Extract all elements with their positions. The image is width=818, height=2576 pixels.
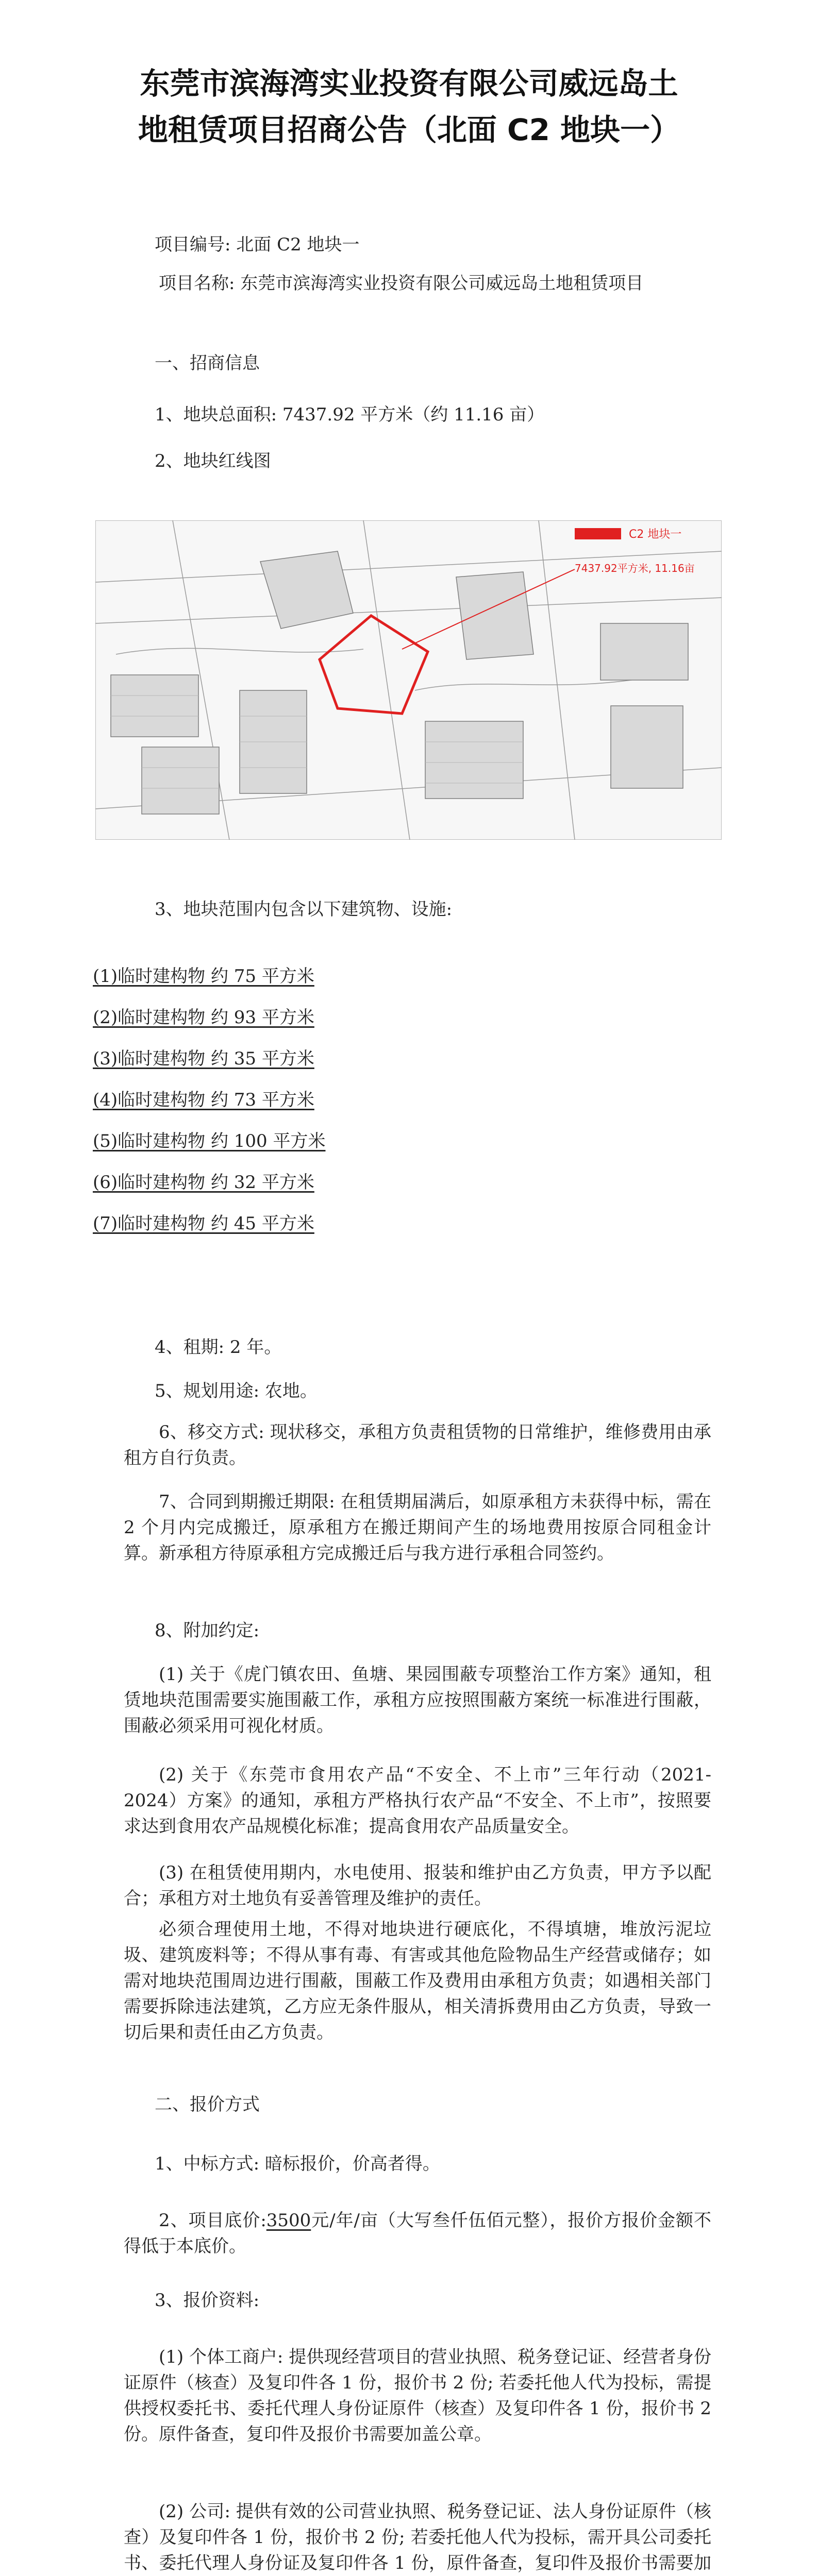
- bid-materials-company: (2) 公司: 提供有效的公司营业执照、税务登记证、法人身份证原件（核查）及复印件各 1 份，报价书 2 份; 若委托他人代为投标，需开具公司委托书、委托代理人身份证及复印件各 1 份，原件备查，复印件及报价书需要加: [124, 2501, 711, 2573]
- section-1-heading: 一、招商信息: [155, 353, 260, 374]
- bid-method: 1、中标方式: 暗标报价，价高者得。: [155, 2154, 440, 2174]
- reserve-price: [124, 2208, 711, 2259]
- land-area: 1、地块总面积: 7437.92 平方米（约 11.16 亩）: [155, 404, 545, 425]
- title-line-2: 地租赁项目招商公告（北面 C2 地块一）: [138, 112, 680, 147]
- bid-materials-heading: 3、报价资料:: [155, 2290, 260, 2311]
- map-label-area: 7437.92平方米, 11.16亩: [575, 562, 695, 574]
- legend-swatch: [575, 528, 621, 539]
- relocation-deadline: 7、合同到期搬迁期限: 在租赁期届满后，如原承租方未获得中标，需在 2 个月内完成搬迁，原承租方在搬迁期间产生的场地费用按原合同租金计算。新承租方待原承租方完成搬迁后与我方进行承租合同签约。: [124, 1492, 711, 1564]
- project-number: 项目编号: 北面 C2 地块一: [155, 234, 360, 255]
- lease-term: 4、租期: 2 年。: [155, 1337, 282, 1358]
- additional-term-3: (3) 在租赁使用期内，水电使用、报装和维护由乙方负责，甲方予以配合；承租方对土地负有妥善管理及维护的责任。: [124, 1862, 711, 1909]
- planned-use: 5、规划用途: 农地。: [155, 1381, 318, 1401]
- building-item-6: (6)临时建构物 约 32 平方米: [93, 1172, 314, 1193]
- additional-term-1: (1) 关于《虎门镇农田、鱼塘、果园围蔽专项整治工作方案》通知，租赁地块范围需要实施围蔽工作，承租方应按照围蔽方案统一标准进行围蔽，围蔽必须采用可视化材质。: [124, 1664, 711, 1736]
- building-item-5: (5)临时建构物 约 100 平方米: [93, 1131, 326, 1151]
- reserve-price-amount: 3500: [266, 2210, 311, 2231]
- building-item-3: (3)临时建构物 约 35 平方米: [93, 1048, 314, 1069]
- section-2-heading: 二、报价方式: [155, 2094, 260, 2115]
- reserve-price-note: 元/年/亩（大写叁仟伍佰元整），报价方报价金额不得低于本底价。: [124, 2210, 711, 2257]
- additional-terms-heading: 8、附加约定:: [155, 1620, 260, 1641]
- land-redline-map: [95, 520, 722, 840]
- building-item-2: (2)临时建构物 约 93 平方米: [93, 1007, 314, 1028]
- additional-term-2: (2) 关于《东莞市食用农产品“不安全、不上市”三年行动（2021-2024）方案》的通知，承租方严格执行农产品“不安全、不上市”，按照要求达到食用农产品规模化标准；提高食用农产品质量安全。: [124, 1765, 711, 1837]
- building-item-7: (7)临时建构物 约 45 平方米: [93, 1213, 314, 1234]
- building-item-1: (1)临时建构物 约 75 平方米: [93, 966, 314, 987]
- bid-materials-individual: (1) 个体工商户: 提供现经营项目的营业执照、税务登记证、经营者身份证原件（核查）及复印件各 1 份，报价书 2 份; 若委托他人代为投标，需提供授权委托书、委托代理人身份证原件（核查）及复印件各 1 份，报价书 2 份。原件备查，复印件及报价书需要加盖公章。: [124, 2347, 711, 2445]
- additional-term-4: 必须合理使用土地，不得对地块进行硬底化，不得填塘，堆放污泥垃圾、建筑废料等；不得从事有毒、有害或其他危险物品生产经营或储存；如需对地块范围周边进行围蔽，围蔽工作及费用由承租方负责；如遇相关部门需要拆除违法建筑，乙方应无条件服从，相关清拆费用由乙方负责，导致一切后果和责任由乙方负责。: [124, 1919, 711, 2043]
- buildings-heading: 3、地块范围内包含以下建筑物、设施:: [155, 899, 453, 920]
- building-item-4: (4)临时建构物 约 73 平方米: [93, 1090, 314, 1110]
- handover-method: 6、移交方式: 现状移交，承租方负责租赁物的日常维护，维修费用由承租方自行负责。: [124, 1422, 711, 1468]
- land-map-heading: 2、地块红线图: [155, 451, 271, 471]
- project-name: 项目名称: 东莞市滨海湾实业投资有限公司威远岛土地租赁项目: [159, 273, 644, 294]
- reserve-price-label: 2、项目底价:: [159, 2210, 266, 2231]
- title-line-1: 东莞市滨海湾实业投资有限公司威远岛土: [140, 66, 678, 101]
- map-label-plot: C2 地块一: [629, 528, 682, 541]
